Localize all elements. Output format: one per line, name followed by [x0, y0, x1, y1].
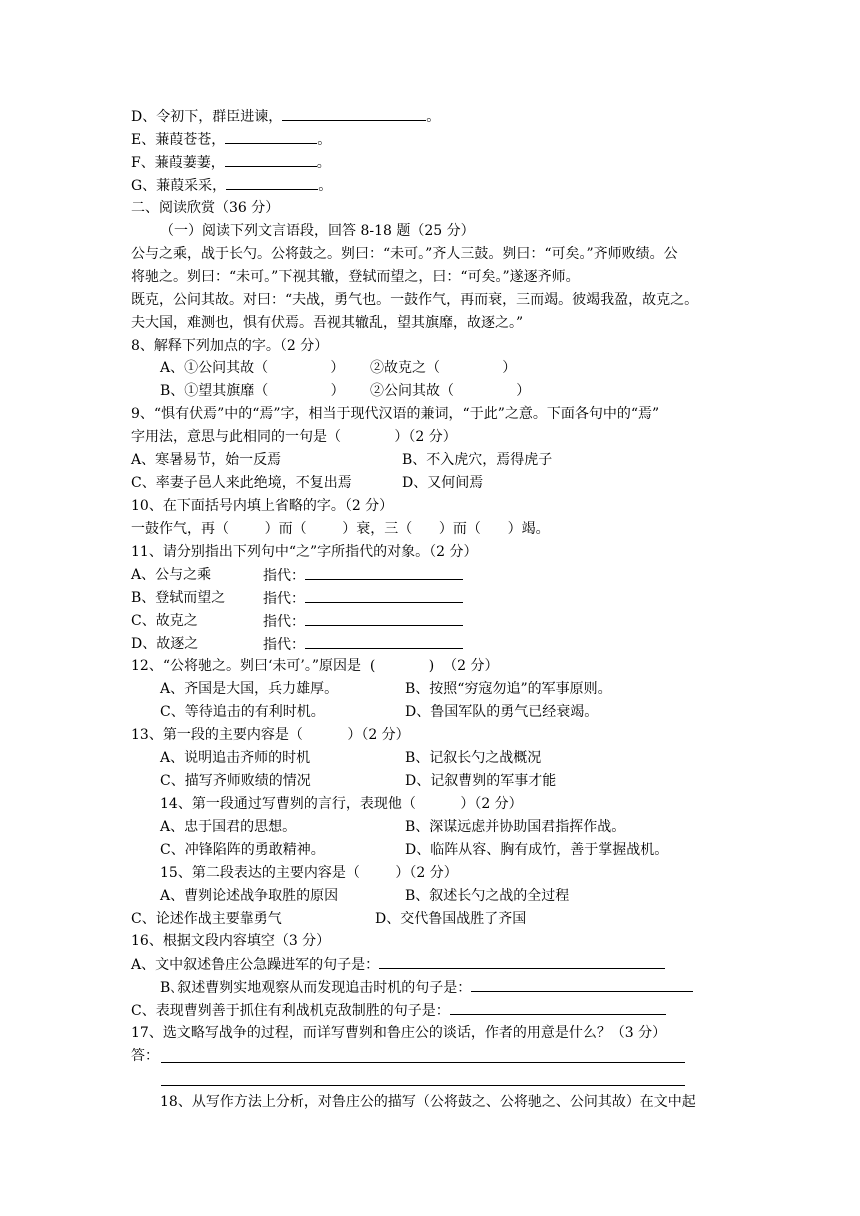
question-7e-line	[131, 129, 331, 150]
option-a: A、曹刿论述战争取胜的原因	[160, 888, 339, 904]
option-a: A、寒暑易节，始一反焉	[131, 452, 282, 468]
question-12: 12、“公将驰之。刿曰‘未可’。”原因是 ( ) （2 分）	[131, 658, 499, 674]
question-7d-text: D、令初下，群臣进谏，	[131, 109, 283, 125]
option-c: C、冲锋陷阵的勇敢精神。	[160, 842, 325, 858]
option-a: A、忠于国君的思想。	[160, 819, 297, 835]
answer-line[interactable]	[161, 1062, 685, 1063]
question-11: 11、请分别指出下列句中“之”字所指代的对象。（2 分）	[131, 544, 478, 560]
question-9-cont: 字用法，意思与此相同的一句是（ ）（2 分）	[131, 429, 457, 445]
q16-item-a: A、文中叙述鲁庄公急躁进军的句子是：	[131, 954, 665, 975]
passage-line: 既克，公问其故。对曰：“夫战，勇气也。一鼓作气，再而衰，三而竭。彼竭我盈，故克之。	[131, 292, 699, 308]
question-15: 15、第二段表达的主要内容是（ ）（2 分）	[160, 865, 458, 881]
answer-line[interactable]	[161, 1085, 685, 1086]
option-d: D、又何间焉	[402, 475, 484, 491]
q11-refers-label: 指代：	[263, 588, 463, 609]
answer-blank[interactable]	[450, 1000, 666, 1015]
q11-refers-label: 指代：	[263, 565, 463, 586]
answer-blank[interactable]	[379, 954, 665, 969]
punctuation: 。	[316, 155, 331, 171]
passage-line: 将驰之。刿曰：“未可。”下视其辙，登轼而望之，曰：“可矣。”遂逐齐师。	[131, 269, 580, 285]
answer-blank[interactable]	[226, 175, 318, 190]
answer-blank[interactable]	[225, 129, 317, 144]
answer-blank[interactable]	[471, 977, 693, 992]
punctuation: 。	[426, 109, 441, 125]
question-8b-2: ②公问其故（ ）	[370, 383, 531, 399]
punctuation: 。	[318, 178, 333, 194]
option-c: C、率妻子邑人来此绝境，不复出焉	[131, 475, 352, 491]
option-a: A、齐国是大国，兵力雄厚。	[160, 681, 339, 697]
option-b: B、按照“穷寇勿追”的军事原则。	[405, 681, 612, 697]
option-d: D、临阵从容、胸有成竹，善于掌握战机。	[405, 842, 669, 858]
punctuation: 。	[317, 132, 332, 148]
option-a: A、说明追击齐师的时机	[160, 750, 311, 766]
option-d: D、记叙曹刿的军事才能	[405, 773, 557, 789]
question-7f-text: F、蒹葭萋萋，	[131, 155, 225, 171]
answer-blank[interactable]	[305, 588, 463, 603]
question-7e-text: E、蒹葭苍苍，	[131, 132, 226, 148]
answer-blank[interactable]	[305, 611, 463, 626]
option-b: B、深谋远虑并协助国君指挥作战。	[405, 819, 626, 835]
question-7g-line	[131, 175, 332, 196]
question-14: 14、第一段通过写曹刿的言行，表现他（ ）（2 分）	[160, 796, 523, 812]
q11-item-b: B、登轼而望之	[131, 590, 226, 606]
question-13: 13、第一段的主要内容是（ ）（2 分）	[131, 727, 410, 743]
option-d: D、交代鲁国战胜了齐国	[375, 911, 527, 927]
passage-line: 夫大国，难测也，惧有伏焉。吾视其辙乱，望其旗靡，故逐之。”	[131, 315, 524, 331]
q16-item-b: B､叙述曹刿实地观察从而发现追击时机的句子是：	[160, 977, 693, 998]
question-8b-1: B、①望其旗靡（ ）	[160, 383, 345, 399]
option-d: D、鲁国军队的勇气已经衰竭。	[405, 704, 599, 720]
subsection-heading: （一）阅读下列文言语段，回答 8-18 题（25 分）	[160, 223, 475, 239]
question-18: 18、从写作方法上分析，对鲁庄公的描写（公将鼓之、公将驰之、公问其故）在文中起	[160, 1094, 696, 1110]
question-8a-2: ②故克之（ ）	[370, 360, 517, 376]
passage-line: 公与之乘，战于长勺。公将鼓之。刿曰：“未可。”齐人三鼓。刿曰：“可矣。”齐师败绩。公	[131, 246, 678, 262]
question-8a-1: A、①公问其故（ ）	[160, 360, 345, 376]
question-10-blanks: 一鼓作气，再（ ）而（ ）衰，三（ ）而（ ）竭。	[131, 521, 550, 537]
option-c: C、论述作战主要靠勇气	[131, 911, 282, 927]
section-heading: 二、阅读欣赏（36 分）	[131, 200, 280, 216]
option-b: B、记叙长勺之战概况	[405, 750, 542, 766]
option-b: B、叙述长勺之战的全过程	[405, 888, 570, 904]
question-8: 8、解释下列加点的字。（2 分）	[131, 338, 329, 354]
option-c: C、描写齐师败绩的情况	[160, 773, 311, 789]
q11-refers-label: 指代：	[263, 634, 463, 655]
question-7d-line	[131, 106, 440, 127]
answer-blank[interactable]	[225, 152, 317, 167]
q16-item-c: C、表现曹刿善于抓住有利战机克敌制胜的句子是：	[131, 1000, 666, 1021]
question-10: 10、在下面括号内填上省略的字。（2 分）	[131, 498, 394, 514]
q11-item-c: C、故克之	[131, 613, 198, 629]
q11-item-a: A、公与之乘	[131, 567, 212, 583]
answer-blank[interactable]	[305, 634, 463, 649]
option-b: B、不入虎穴，焉得虎子	[402, 452, 553, 468]
answer-blank[interactable]	[305, 565, 463, 580]
question-16: 16、根据文段内容填空（3 分）	[131, 933, 331, 949]
question-7g-text: G、蒹葭采采，	[131, 178, 227, 194]
answer-label: 答：	[131, 1048, 159, 1064]
q11-refers-label: 指代：	[263, 611, 463, 632]
question-17: 17、选文略写战争的过程，而详写曹刿和鲁庄公的谈话，作者的用意是什么？（3 分）	[131, 1025, 667, 1041]
question-7f-line	[131, 152, 331, 173]
option-c: C、等待追击的有利时机。	[160, 704, 325, 720]
answer-blank[interactable]	[282, 106, 426, 121]
q11-item-d: D、故逐之	[131, 636, 199, 652]
question-9: 9、“惧有伏焉”中的“焉”字，相当于现代汉语的兼词，“于此”之意。下面各句中的“焉”	[131, 406, 660, 422]
